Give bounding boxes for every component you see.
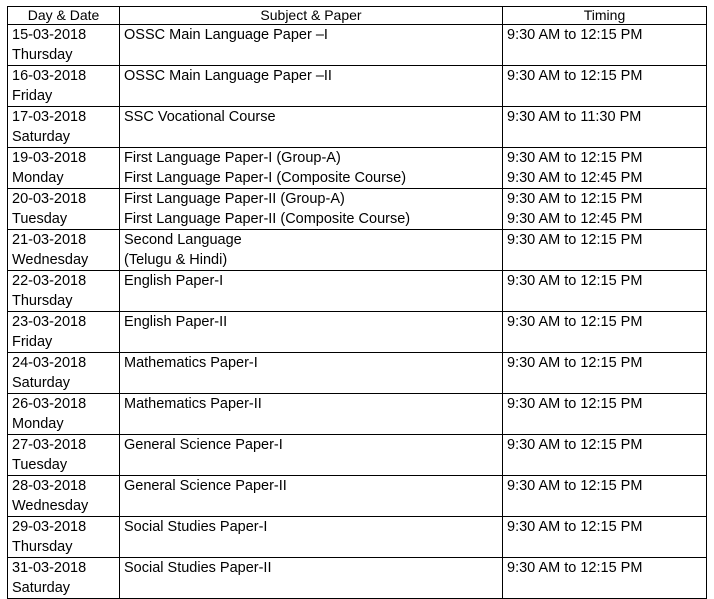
subject-paper-cell [120,66,503,107]
timing-text: 9:30 AM to 12:15 PM [507,355,643,371]
table-row [8,148,707,189]
timing-cell [503,394,707,435]
timing-cell [503,353,707,394]
exam-day: Wednesday [12,498,89,514]
timing-text: 9:30 AM to 12:15 PM [507,519,643,535]
table-row [8,66,707,107]
timetable-body [8,25,707,599]
subject-paper-cell [120,312,503,353]
subject-paper-text: SSC Vocational Course [124,109,276,125]
day-date-cell [8,148,120,189]
subject-paper-cell [120,148,503,189]
exam-day: Thursday [12,539,73,555]
exam-date: 22-03-2018 [12,273,87,289]
day-date-cell [8,189,120,230]
exam-day: Saturday [12,129,71,145]
day-date-cell [8,558,120,599]
header-row [8,7,707,25]
subject-paper-cell [120,107,503,148]
exam-date: 20-03-2018 [12,191,87,207]
subject-paper-text: First Language Paper-II (Composite Course) [124,211,411,227]
exam-date: 24-03-2018 [12,355,87,371]
table-row [8,107,707,148]
timetable-header [8,7,707,25]
table-row [8,394,707,435]
exam-timetable [7,6,707,599]
timing-text: 9:30 AM to 12:15 PM [507,437,643,453]
timing-cell [503,476,707,517]
table-row [8,476,707,517]
table-row [8,189,707,230]
exam-day: Thursday [12,293,73,309]
table-row [8,558,707,599]
timing-cell [503,148,707,189]
exam-day: Tuesday [12,457,68,473]
exam-day: Wednesday [12,252,89,268]
day-date-cell [8,394,120,435]
day-date-cell [8,271,120,312]
day-date-cell [8,312,120,353]
subject-paper-text: Social Studies Paper-I [124,519,268,535]
exam-day: Saturday [12,375,71,391]
table-row [8,312,707,353]
timing-cell [503,312,707,353]
subject-paper-cell [120,558,503,599]
subject-paper-text: General Science Paper-I [124,437,283,453]
subject-paper-text: First Language Paper-II (Group-A) [124,191,345,207]
header-subject-paper: Subject & Paper [120,7,503,25]
timing-cell [503,558,707,599]
subject-paper-text: Mathematics Paper-I [124,355,258,371]
subject-paper-cell [120,394,503,435]
exam-date: 15-03-2018 [12,27,87,43]
subject-paper-cell [120,476,503,517]
exam-day: Friday [12,334,53,350]
day-date-cell [8,66,120,107]
subject-paper-text: Mathematics Paper-II [124,396,262,412]
subject-paper-cell [120,435,503,476]
subject-paper-text: First Language Paper-I (Composite Course) [124,170,407,186]
exam-date: 26-03-2018 [12,396,87,412]
subject-paper-text: English Paper-II [124,314,228,330]
table-row [8,25,707,66]
timing-text: 9:30 AM to 12:15 PM [507,27,643,43]
subject-paper-cell [120,353,503,394]
exam-date: 31-03-2018 [12,560,87,576]
timing-cell [503,189,707,230]
table-row [8,230,707,271]
exam-date: 17-03-2018 [12,109,87,125]
day-date-cell [8,517,120,558]
exam-date: 23-03-2018 [12,314,87,330]
subject-paper-text: First Language Paper-I (Group-A) [124,150,341,166]
day-date-cell [8,435,120,476]
timing-cell [503,107,707,148]
day-date-cell [8,25,120,66]
subject-paper-text: English Paper-I [124,273,224,289]
timing-cell [503,271,707,312]
day-date-cell [8,230,120,271]
exam-date: 21-03-2018 [12,232,87,248]
exam-day: Monday [12,170,64,186]
day-date-cell [8,476,120,517]
subject-paper-text: Social Studies Paper-II [124,560,272,576]
timetable-container [7,6,707,599]
timing-text: 9:30 AM to 11:30 PM [507,109,642,125]
exam-day: Thursday [12,47,73,63]
exam-day: Friday [12,88,53,104]
timing-cell [503,517,707,558]
exam-day: Monday [12,416,64,432]
timing-text: 9:30 AM to 12:15 PM [507,560,643,576]
exam-day: Tuesday [12,211,68,227]
timing-text: 9:30 AM to 12:15 PM [507,396,643,412]
subject-paper-text: (Telugu & Hindi) [124,252,228,268]
exam-day: Saturday [12,580,71,596]
timing-text: 9:30 AM to 12:15 PM [507,478,643,494]
exam-date: 28-03-2018 [12,478,87,494]
timing-cell [503,230,707,271]
subject-paper-text: General Science Paper-II [124,478,287,494]
subject-paper-cell [120,189,503,230]
timing-text: 9:30 AM to 12:15 PM [507,150,643,166]
timing-text: 9:30 AM to 12:45 PM [507,170,643,186]
subject-paper-cell [120,25,503,66]
table-row [8,271,707,312]
header-timing: Timing [503,7,707,25]
exam-date: 16-03-2018 [12,68,87,84]
subject-paper-text: OSSC Main Language Paper –II [124,68,332,84]
exam-date: 19-03-2018 [12,150,87,166]
day-date-cell [8,353,120,394]
table-row [8,517,707,558]
timing-text: 9:30 AM to 12:15 PM [507,232,643,248]
timing-text: 9:30 AM to 12:45 PM [507,211,643,227]
header-day-date: Day & Date [8,7,120,25]
day-date-cell [8,107,120,148]
exam-date: 27-03-2018 [12,437,87,453]
timing-text: 9:30 AM to 12:15 PM [507,191,643,207]
timing-cell [503,66,707,107]
subject-paper-cell [120,271,503,312]
table-row [8,435,707,476]
subject-paper-text: OSSC Main Language Paper –I [124,27,328,43]
subject-paper-cell [120,517,503,558]
timing-text: 9:30 AM to 12:15 PM [507,68,643,84]
table-row [8,353,707,394]
timing-text: 9:30 AM to 12:15 PM [507,273,643,289]
timing-cell [503,25,707,66]
subject-paper-text: Second Language [124,232,242,248]
timing-cell [503,435,707,476]
exam-date: 29-03-2018 [12,519,87,535]
subject-paper-cell [120,230,503,271]
timing-text: 9:30 AM to 12:15 PM [507,314,643,330]
